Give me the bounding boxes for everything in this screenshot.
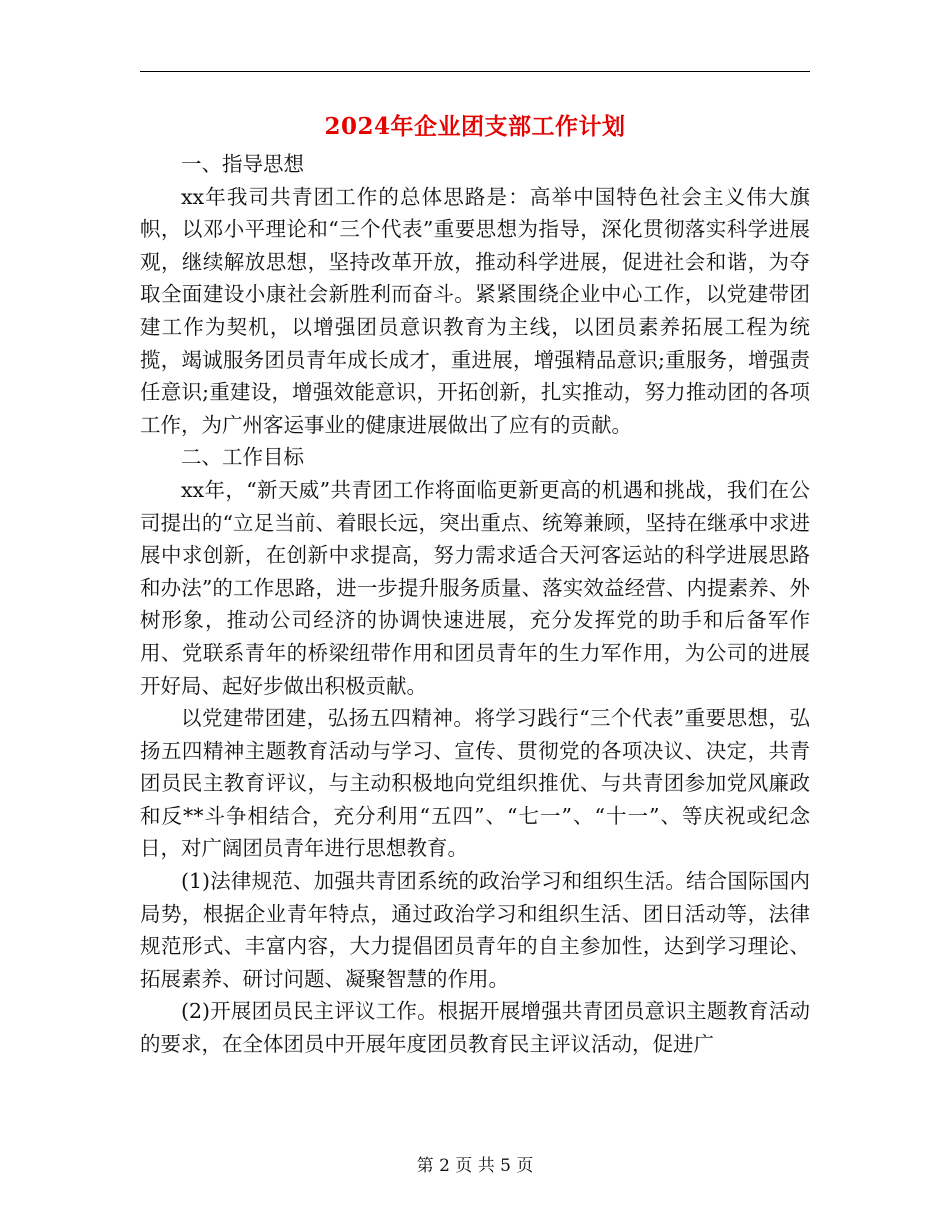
paragraph-work-goals: xx年，“新天威”共青团工作将面临更新更高的机遇和挑战，我们在公司提出的“立足当前、着眼长远，突出重点、统筹兼顾，坚持在继承中求进展中求创新，在创新中求提高，努力需求适合天河客运站的科学进展思路和办法”的工作思路，进一步提升服务质量、落实效益经营、内提素养、外树形象，推动公司经济的协调快速进展，充分发挥党的助手和后备军作用、党联系青年的桥梁纽带作用和团员青年的生力军作用，为公司的进展开好局、起好步做出积极贡献。	[140, 477, 810, 698]
paragraph-item-2: (2)开展团员民主评议工作。根据开展增强共青团员意识主题教育活动的要求，在全体团员中开展年度团员教育民主评议活动，促进广	[140, 999, 810, 1057]
document-title: 2024年企业团支部工作计划	[324, 113, 626, 140]
paragraph-guiding-thought: xx年我司共青团工作的总体思路是：高举中国特色社会主义伟大旗帜，以邓小平理论和“三个代表”重要思想为指导，深化贯彻落实科学进展观，继续解放思想，坚持改革开放，推动科学进展，促进社会和谐，为夺取全面建设小康社会新胜利而奋斗。紧紧围绕企业中心工作，以党建带团建工作为契机，以增强团员意识教育为主线，以团员素养拓展工程为统揽，竭诚服务团员青年成长成才，重进展，增强精品意识;重服务，增强责任意识;重建设，增强效能意识，开拓创新，扎实推动，努力推动团的各项工作，为广州客运事业的健康进展做出了应有的贡献。	[140, 184, 810, 437]
paragraph-item-1: (1)法律规范、加强共青团系统的政治学习和组织生活。结合国际国内局势，根据企业青年特点，通过政治学习和组织生活、团日活动等，法律规范形式、丰富内容，大力提倡团员青年的自主参加性，达到学习理论、拓展素养、研讨问题、凝聚智慧的作用。	[140, 869, 810, 991]
header-rule	[140, 71, 810, 72]
section-heading-work-goals: 二、工作目标	[181, 445, 304, 470]
document-body	[140, 148, 810, 1061]
section-heading-guiding-thought: 一、指导思想	[181, 152, 304, 176]
paragraph-party-building: 以党建带团建，弘扬五四精神。将学习践行“三个代表”重要思想，弘扬五四精神主题教育活动与学习、宣传、贯彻党的各项决议、决定，共青团员民主教育评议，与主动积极地向党组织推优、与共青团参加党风廉政和反**斗争相结合，充分利用“五四”、“七一”、“十一”、等庆祝或纪念日，对广阔团员青年进行思想教育。	[140, 706, 810, 861]
page-number-footer: 第 2 页 共 5 页	[416, 1156, 534, 1176]
